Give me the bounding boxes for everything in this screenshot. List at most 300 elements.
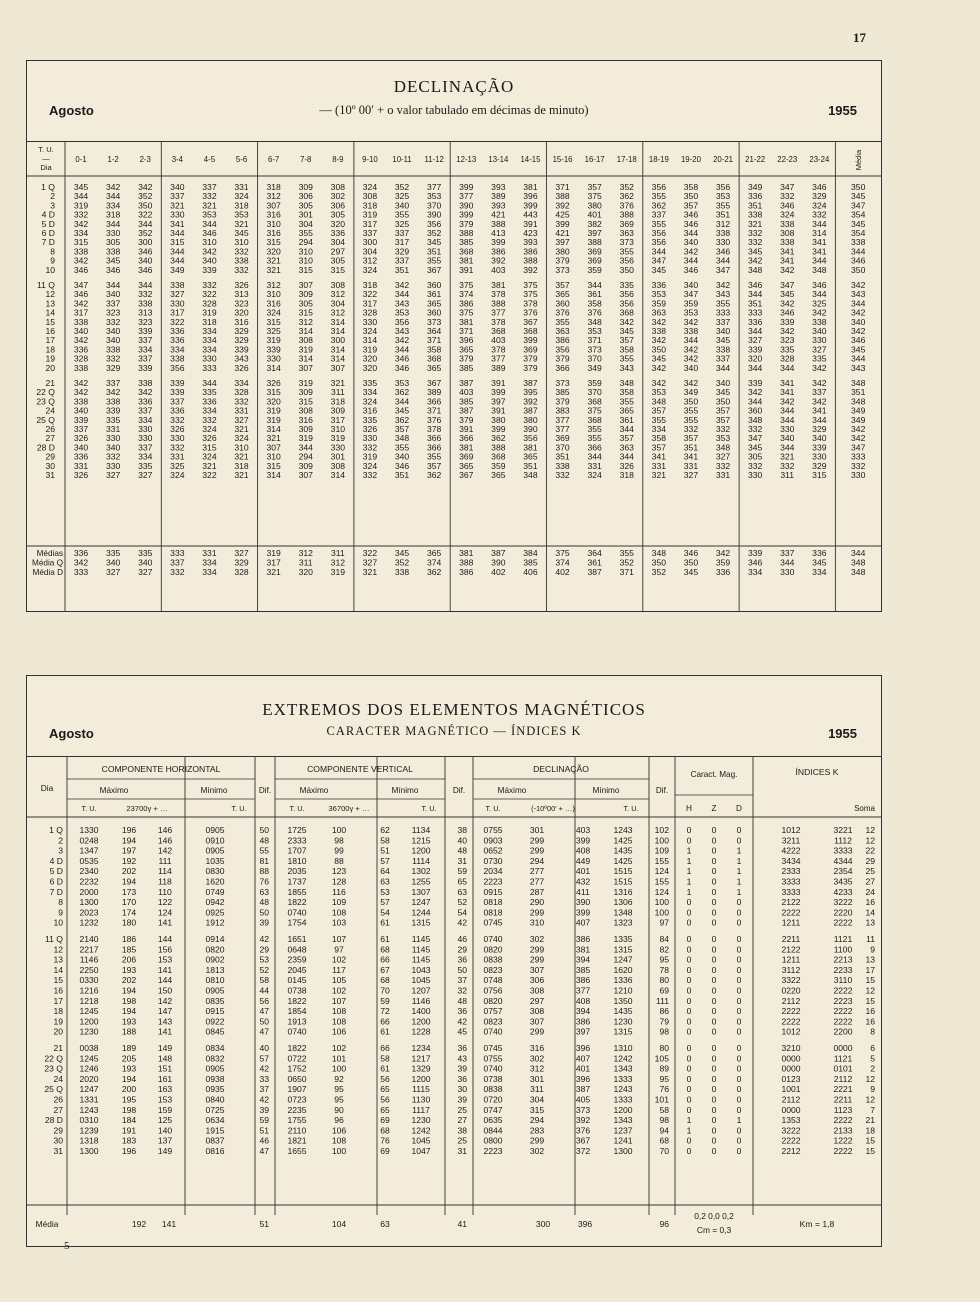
extreme-value: 0738 (287, 985, 307, 996)
extreme-value: 1 (736, 855, 742, 866)
extreme-value: 96 (334, 1115, 344, 1126)
declination-value: 348 (812, 264, 827, 275)
extreme-value: 16 (865, 1016, 875, 1027)
extreme-value: 0650 (287, 1073, 307, 1084)
extreme-value: 1245 (79, 1053, 99, 1064)
declination-value: 399 (555, 218, 570, 229)
declination-value: 332 (780, 191, 795, 202)
declination-value: 336 (170, 326, 185, 336)
hour-header: 19-20 (680, 155, 701, 164)
extreme-value: 0 (686, 835, 692, 846)
declination-value: 341 (651, 451, 667, 462)
declination-value: 388 (491, 442, 506, 453)
declination-value: 314 (298, 353, 313, 364)
extreme-value: 1335 (613, 934, 633, 944)
declination-value: 344 (780, 414, 795, 425)
extreme-value: 63 (259, 886, 269, 897)
extreme-value: 0 (711, 944, 717, 955)
declination-value: 355 (651, 414, 667, 425)
extreme-value: 117 (332, 964, 346, 975)
declination-value: 343 (394, 326, 410, 336)
extreme-value: 100 (331, 1063, 347, 1074)
extreme-value: 59 (259, 1115, 269, 1126)
extreme-value: 198 (121, 995, 137, 1006)
day-label: 25 Q (36, 414, 55, 425)
declination-value: 346 (780, 307, 795, 318)
media-d-min: 396 (577, 1219, 593, 1229)
extreme-value: 0903 (483, 835, 503, 846)
declination-value: 332 (234, 246, 249, 257)
day-label: 14 (53, 964, 63, 975)
declination-value: 334 (105, 200, 121, 211)
declination-year: 1955 (828, 103, 857, 118)
declination-value: 340 (105, 326, 121, 336)
declination-value: 328 (362, 307, 378, 318)
declination-value: 357 (394, 424, 410, 434)
extreme-value: 205 (121, 1053, 137, 1064)
declination-value: 318 (234, 460, 249, 471)
extreme-value: 54 (457, 907, 467, 918)
declination-value: 399 (459, 209, 474, 220)
day-label: 25 Q (44, 1084, 63, 1095)
declination-value: 348 (715, 442, 731, 453)
extreme-value: 301 (529, 1073, 545, 1084)
extreme-value: 100 (654, 835, 669, 846)
extreme-value: 15 (865, 1146, 875, 1156)
summary-value: 311 (298, 557, 313, 568)
extreme-value: 0 (711, 855, 717, 866)
extreme-value: 0835 (205, 995, 225, 1006)
extreme-value: 1330 (79, 825, 99, 835)
extreme-value: 2122 (781, 944, 801, 955)
extreme-value: 1241 (613, 1135, 633, 1146)
extreme-value: 186 (121, 934, 137, 944)
extreme-value: 0 (736, 1146, 742, 1156)
extreme-value: 1302 (411, 866, 431, 877)
declination-value: 339 (747, 344, 763, 355)
declination-value: 342 (780, 298, 795, 309)
declination-value: 320 (266, 246, 281, 257)
extreme-value: 42 (259, 934, 269, 944)
declination-value: 362 (426, 470, 442, 480)
header-soma: Soma (854, 804, 875, 813)
declination-value: 332 (747, 424, 763, 434)
declination-value: 356 (651, 228, 667, 238)
declination-value: 377 (491, 307, 506, 318)
declination-value: 391 (459, 264, 474, 275)
declination-value: 324 (170, 470, 185, 480)
declination-value: 294 (298, 237, 313, 248)
extreme-value: 373 (575, 1104, 591, 1115)
declination-value: 335 (362, 378, 378, 388)
declination-value: 337 (138, 442, 153, 453)
declination-value: 344 (394, 289, 410, 300)
declination-value: 332 (683, 424, 699, 434)
declination-value: 329 (234, 326, 249, 336)
declination-value: 324 (362, 264, 378, 275)
declination-value: 309 (298, 289, 313, 300)
extreme-value: 36 (457, 1073, 467, 1084)
extreme-value: 141 (157, 917, 173, 928)
declination-value: 340 (812, 326, 827, 336)
declination-value: 355 (587, 433, 602, 444)
declination-value: 375 (587, 191, 602, 202)
declination-value: 304 (330, 298, 346, 309)
declination-value: 345 (715, 387, 731, 398)
extreme-value: 27 (865, 876, 875, 887)
summary-value: 312 (298, 548, 313, 558)
declination-value: 330 (105, 228, 121, 238)
extreme-value: 1045 (411, 1135, 431, 1146)
declination-value: 338 (105, 396, 121, 407)
extreme-value: 146 (157, 835, 173, 846)
extreme-value: 59 (457, 866, 467, 877)
extreme-value: 48 (457, 845, 467, 856)
extreme-value: 0 (711, 964, 717, 975)
declination-value: 344 (619, 451, 634, 462)
declination-value: 330 (138, 424, 153, 434)
extreme-value: 2211 (781, 934, 801, 944)
extreme-value: 0 (686, 995, 692, 1006)
extreme-value: 1306 (613, 897, 633, 908)
summary-value: 348 (651, 548, 667, 558)
declination-value: 313 (234, 289, 249, 300)
declination-value: 310 (266, 218, 281, 229)
extreme-value: 1146 (79, 954, 99, 965)
extreme-value: 98 (659, 1026, 669, 1037)
declination-value: 300 (362, 237, 378, 248)
declination-value: 344 (683, 335, 699, 346)
extreme-value: 2211 (833, 1094, 853, 1105)
extreme-value: 2222 (781, 1016, 801, 1027)
declination-value: 320 (362, 353, 378, 364)
declination-value: 325 (394, 218, 410, 229)
extreme-value: 194 (121, 1006, 137, 1017)
extreme-value: 109 (654, 845, 669, 856)
extreme-value: 111 (655, 995, 669, 1006)
header-tu: T. U. (421, 804, 437, 813)
extreme-value: 102 (331, 1043, 347, 1053)
declination-value: 319 (202, 307, 217, 318)
declination-value: 321 (266, 433, 281, 444)
declination-value: 336 (747, 316, 763, 327)
summary-value: 338 (394, 567, 410, 578)
extreme-value: 1333 (613, 1073, 633, 1084)
declination-value: 375 (523, 280, 538, 290)
extreme-value: 1242 (411, 1125, 431, 1136)
header-declination: DECLINAÇÃO (533, 764, 589, 774)
extreme-value: 310 (529, 917, 545, 928)
extreme-value: 196 (121, 825, 137, 835)
extreme-value: 56 (380, 1073, 390, 1084)
declination-value: 358 (619, 387, 634, 398)
declination-value: 344 (170, 255, 185, 266)
extreme-value: 1300 (613, 1146, 633, 1156)
declination-value: 327 (170, 289, 185, 300)
extreme-value: 86 (659, 1006, 669, 1017)
declination-value: 344 (747, 326, 763, 336)
declination-value: 380 (555, 246, 570, 257)
declination-value: 378 (491, 316, 506, 327)
declination-value: 305 (298, 298, 313, 309)
extreme-value: 1755 (287, 1115, 307, 1126)
extreme-value: 1211 (781, 917, 801, 928)
declination-value: 345 (105, 255, 121, 266)
declination-value: 324 (587, 470, 602, 480)
extreme-value: 0 (711, 1084, 717, 1095)
declination-value: 371 (459, 326, 474, 336)
extreme-value: 0 (686, 1135, 692, 1146)
media-v-min: 63 (380, 1219, 390, 1229)
declination-value: 363 (619, 442, 634, 453)
extreme-value: 63 (457, 886, 467, 897)
declination-value: 344 (105, 280, 121, 290)
declination-value: 351 (523, 460, 538, 471)
extreme-value: 184 (121, 1115, 137, 1126)
hour-header: 8-9 (332, 155, 344, 164)
header-comp-horizontal: COMPONENTE HORIZONTAL (101, 764, 221, 774)
extreme-value: 0 (711, 907, 717, 918)
declination-value: 397 (587, 228, 602, 238)
extreme-value: 163 (157, 1084, 173, 1095)
extreme-value: 1 (736, 886, 742, 897)
summary-value: 328 (234, 567, 249, 578)
extreme-value: 48 (259, 897, 269, 908)
extreme-value: 0 (736, 1084, 742, 1095)
extreme-value: 174 (121, 907, 137, 918)
day-label: 2 (58, 835, 63, 846)
extreme-value: 170 (121, 897, 137, 908)
media-label: Média (35, 1219, 59, 1229)
declination-value: 344 (619, 424, 634, 434)
declination-value: 312 (266, 280, 281, 290)
declination-value: 388 (619, 209, 634, 220)
extreme-value: 0745 (483, 1043, 503, 1053)
extreme-value: 29 (457, 944, 467, 955)
declination-value: 342 (73, 335, 89, 346)
declination-value: 312 (298, 316, 313, 327)
declination-value: 314 (266, 362, 281, 373)
extreme-value: 70 (380, 985, 390, 996)
extreme-value: 1336 (613, 975, 633, 986)
extreme-value: 0905 (205, 1063, 225, 1074)
declination-value: 342 (780, 396, 795, 407)
declination-value: 331 (715, 470, 731, 480)
summary-value: 334 (202, 557, 217, 568)
extreme-value: 2034 (483, 866, 503, 877)
declination-value: 351 (747, 200, 763, 211)
extreme-value: 100 (654, 907, 669, 918)
declination-value: 342 (73, 218, 89, 229)
daily-average: 350 (851, 182, 866, 192)
daily-average: 345 (851, 191, 866, 202)
declination-value: 350 (651, 344, 667, 355)
extreme-value: 1255 (411, 876, 431, 887)
summary-value: 327 (234, 548, 249, 558)
extreme-value: 14 (865, 907, 875, 918)
extreme-value: 0 (711, 917, 717, 928)
declination-value: 330 (715, 237, 731, 248)
extreme-value: 0 (686, 985, 692, 996)
day-label: 14 (45, 307, 55, 318)
declination-value: 321 (234, 424, 249, 434)
declination-value: 385 (459, 362, 474, 373)
day-label: 1 Q (49, 825, 63, 835)
declination-value: 327 (812, 344, 827, 355)
declination-value: 356 (715, 182, 731, 192)
declination-value: 337 (73, 424, 89, 434)
extreme-value: 1145 (411, 954, 431, 965)
declination-value: 312 (330, 307, 346, 318)
declination-value: 355 (715, 298, 731, 309)
extreme-value: 22 (865, 845, 875, 856)
extreme-value: 95 (659, 1073, 669, 1084)
declination-value: 318 (362, 280, 378, 290)
summary-value: 334 (747, 567, 763, 578)
declination-value: 338 (715, 228, 731, 238)
extreme-value: 407 (575, 1053, 591, 1064)
declination-value: 344 (747, 396, 763, 407)
declination-value: 370 (555, 442, 570, 453)
summary-value: 352 (394, 557, 410, 568)
extreme-value: 376 (575, 1125, 591, 1136)
day-label: 22 Q (44, 1053, 63, 1064)
extreme-value: 1001 (781, 1084, 801, 1095)
extreme-value: 0 (686, 917, 692, 928)
extreme-value: 193 (121, 1016, 137, 1027)
declination-value: 318 (266, 182, 281, 192)
header-tu: T. U. (485, 804, 501, 813)
day-label: 13 (45, 298, 55, 309)
extreme-value: 1707 (287, 845, 307, 856)
extreme-value: 0 (686, 1073, 692, 1084)
extreme-value: 1323 (613, 917, 633, 928)
declination-value: 358 (651, 433, 667, 444)
header-maximo: Máximo (497, 786, 527, 795)
extreme-value: 149 (157, 1043, 173, 1053)
declination-value: 423 (523, 228, 538, 238)
extreme-value: 65 (380, 1084, 390, 1095)
extreme-value: 2223 (483, 1146, 503, 1156)
declination-value: 355 (651, 218, 667, 229)
extreme-value: 1822 (287, 897, 307, 908)
declination-value: 318 (619, 470, 634, 480)
day-label: 23 Q (44, 1063, 63, 1074)
declination-value: 366 (426, 396, 442, 407)
declination-value: 338 (651, 326, 667, 336)
declination-value: 369 (587, 246, 602, 257)
declination-value: 307 (298, 470, 313, 480)
extreme-value: 0310 (79, 1115, 99, 1126)
summary-value: 402 (491, 567, 506, 578)
declination-value: 421 (491, 209, 506, 220)
declination-value: 335 (619, 280, 634, 290)
declination-value: 355 (394, 442, 410, 453)
media-km: Km = 1,8 (799, 1219, 835, 1229)
extreme-value: 302 (529, 934, 545, 944)
extreme-value: 399 (575, 907, 591, 918)
daily-average: 350 (851, 264, 866, 275)
extreme-value: 68 (380, 944, 390, 955)
declination-value: 360 (426, 280, 442, 290)
declination-value: 335 (202, 387, 217, 398)
extreme-value: 65 (380, 1104, 390, 1115)
declination-value: 326 (73, 470, 89, 480)
extreme-value: 193 (121, 964, 137, 975)
day-label: 26 (53, 1094, 63, 1105)
declination-value: 340 (715, 378, 731, 388)
declination-value: 393 (491, 182, 506, 192)
declination-value: 328 (73, 353, 89, 364)
declination-value: 310 (234, 442, 249, 453)
extreme-value: 0844 (483, 1125, 503, 1136)
declination-value: 308 (330, 460, 346, 471)
extreme-value: 1112 (834, 835, 852, 846)
declination-value: 344 (394, 396, 410, 407)
extreme-value: 0 (711, 835, 717, 846)
extreme-value: 1 (736, 876, 742, 887)
declination-value: 373 (619, 237, 634, 248)
extreme-value: 202 (121, 866, 137, 877)
extreme-value: 1216 (79, 985, 99, 996)
declination-value: 317 (170, 307, 185, 318)
declination-value: 362 (491, 433, 506, 444)
extreme-value: 100 (331, 825, 347, 835)
extreme-value: 102 (331, 954, 347, 965)
declination-value: 338 (73, 246, 89, 257)
extreme-value: 294 (529, 1115, 545, 1126)
declination-value: 335 (105, 414, 121, 425)
extreme-value: 2223 (483, 876, 503, 887)
extreme-value: 1012 (781, 825, 801, 835)
declination-value: 315 (298, 307, 313, 318)
media-h-min: 141 (161, 1219, 177, 1229)
declination-value: 335 (812, 353, 827, 364)
declination-value: 368 (587, 396, 602, 407)
extreme-value: 185 (121, 944, 137, 955)
declination-value: 357 (715, 414, 731, 425)
declination-value: 370 (587, 353, 602, 364)
declination-value: 349 (683, 387, 699, 398)
declination-value: 337 (170, 396, 185, 407)
extreme-value: 316 (529, 1043, 545, 1053)
extreme-value: 200 (121, 1084, 137, 1095)
declination-value: 387 (459, 378, 474, 388)
declination-value: 345 (619, 326, 634, 336)
declination-value: 339 (138, 362, 153, 373)
extreme-value: 0000 (781, 1104, 801, 1115)
extreme-value: 386 (575, 934, 591, 944)
extreme-value: 1822 (287, 995, 307, 1006)
extreme-value: 128 (331, 876, 347, 887)
extremes-month: Agosto (49, 726, 94, 741)
extreme-value: 88 (259, 866, 269, 877)
declination-value: 376 (555, 307, 570, 318)
summary-value: 336 (715, 567, 731, 578)
extreme-value: 0 (711, 1094, 717, 1105)
extreme-value: 1234 (411, 1043, 431, 1053)
hour-header: 11-12 (424, 155, 444, 164)
declination-value: 369 (523, 344, 538, 355)
extreme-value: 2222 (833, 1016, 853, 1027)
extreme-value: 66 (380, 1043, 390, 1053)
declination-value: 309 (298, 424, 313, 434)
extreme-value: 95 (334, 1094, 344, 1105)
declination-value: 378 (523, 298, 538, 309)
declination-value: 387 (459, 405, 474, 416)
declination-value: 344 (202, 218, 217, 229)
declination-value: 341 (812, 246, 827, 257)
